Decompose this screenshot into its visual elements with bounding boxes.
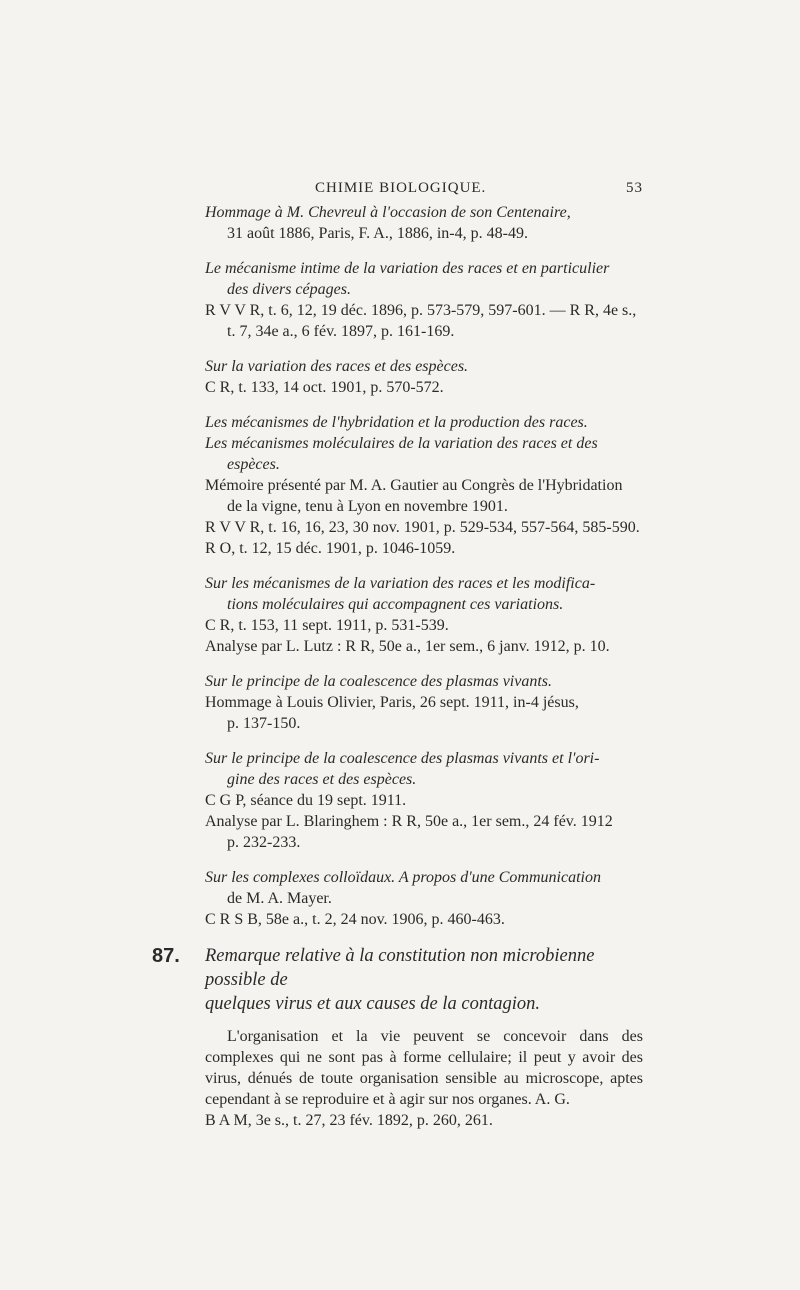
bibliography-entry	[205, 748, 643, 853]
section-title-line: Remarque relative à la constitution non microbienne possible de	[205, 946, 595, 990]
entry-detail-line: R V V R, t. 6, 12, 19 déc. 1896, p. 573-579, 597-601. — R R, 4e s.,	[205, 302, 637, 319]
entry-detail-line: Analyse par L. Lutz : R R, 50e a., 1er sem., 6 janv. 1912, p. 10.	[205, 638, 610, 655]
entry-detail-line: t. 7, 34e a., 6 fév. 1897, p. 161-169.	[227, 323, 455, 340]
entry-title-line: Les mécanismes de l'hybridation et la production des races.	[205, 414, 588, 431]
entry-title-line: de M. A. Mayer.	[227, 890, 332, 907]
entry-title-line: Sur les complexes colloïdaux. A propos d'une Communication	[205, 869, 601, 886]
section-title-line: quelques virus et aux causes de la contagion.	[205, 994, 540, 1014]
entry-detail-line: Analyse par L. Blaringhem : R R, 50e a., 1er sem., 24 fév. 1912	[205, 813, 613, 830]
bibliography-entry	[205, 867, 643, 930]
bibliography-entry	[205, 258, 643, 342]
entry-title-line: Sur le principe de la coalescence des plasmas vivants.	[205, 673, 553, 690]
entry-title-line: Sur la variation des races et des espèces.	[205, 358, 469, 375]
entry-title-line: Les mécanismes moléculaires de la variation des races et des	[205, 435, 598, 452]
section-87	[152, 944, 643, 1131]
bibliography-entry	[205, 573, 643, 657]
entry-detail-line: R V V R, t. 16, 16, 23, 30 nov. 1901, p. 529-534, 557-564, 585-590.	[205, 519, 640, 536]
entry-detail-line: C R, t. 133, 14 oct. 1901, p. 570-572.	[205, 379, 444, 396]
entry-title-line: Sur les mécanismes de la variation des races et les modifica-	[205, 575, 596, 592]
page-number: 53	[626, 180, 643, 196]
entry-title-line: gine des races et des espèces.	[227, 771, 417, 788]
entry-title-line: des divers cépages.	[227, 281, 351, 298]
entry-detail-line: Mémoire présenté par M. A. Gautier au Congrès de l'Hybridation	[205, 477, 623, 494]
entry-detail-line: de la vigne, tenu à Lyon en novembre 1901.	[227, 498, 508, 515]
entry-detail-line: C R, t. 153, 11 sept. 1911, p. 531-539.	[205, 617, 449, 634]
bibliography-entry	[205, 671, 643, 734]
entry-title-line: Sur le principe de la coalescence des plasmas vivants et l'ori-	[205, 750, 600, 767]
entry-detail-line: p. 232-233.	[227, 834, 301, 851]
bibliography-entry	[205, 356, 643, 398]
entry-title-line: tions moléculaires qui accompagnent ces variations.	[227, 596, 564, 613]
entry-detail-line: R O, t. 12, 15 déc. 1901, p. 1046-1059.	[205, 540, 456, 557]
header-title: CHIMIE BIOLOGIQUE.	[315, 180, 487, 196]
entry-title-line: Hommage à M. Chevreul à l'occasion de son Centenaire,	[205, 204, 571, 221]
entry-title-line: espèces.	[227, 456, 280, 473]
bibliography-entry	[205, 202, 643, 244]
entry-detail-line: C R S B, 58e a., t. 2, 24 nov. 1906, p. 460-463.	[205, 911, 505, 928]
entry-title-line: Le mécanisme intime de la variation des races et en particulier	[205, 260, 610, 277]
section-paragraph: L'organisation et la vie peuvent se concevoir dans des complexes qui ne sont pas à forme cellulaire; il peut y avoir des virus, dénués de toute organisation sensible au microscope, aptes cependant à se reproduire et à agir sur nos organes. A. G.	[205, 1028, 643, 1108]
entry-detail-line: 31 août 1886, Paris, F. A., 1886, in-4, p. 48-49.	[227, 225, 528, 242]
section-reference: B A M, 3e s., t. 27, 23 fév. 1892, p. 260, 261.	[205, 1112, 493, 1129]
section-number: 87.	[152, 945, 180, 967]
entry-detail-line: p. 137-150.	[227, 715, 301, 732]
bibliography-entry	[205, 412, 643, 559]
entry-detail-line: C G P, séance du 19 sept. 1911.	[205, 792, 407, 809]
bibliography-body	[152, 202, 643, 1131]
entry-detail-line: Hommage à Louis Olivier, Paris, 26 sept. 1911, in-4 jésus,	[205, 694, 579, 711]
